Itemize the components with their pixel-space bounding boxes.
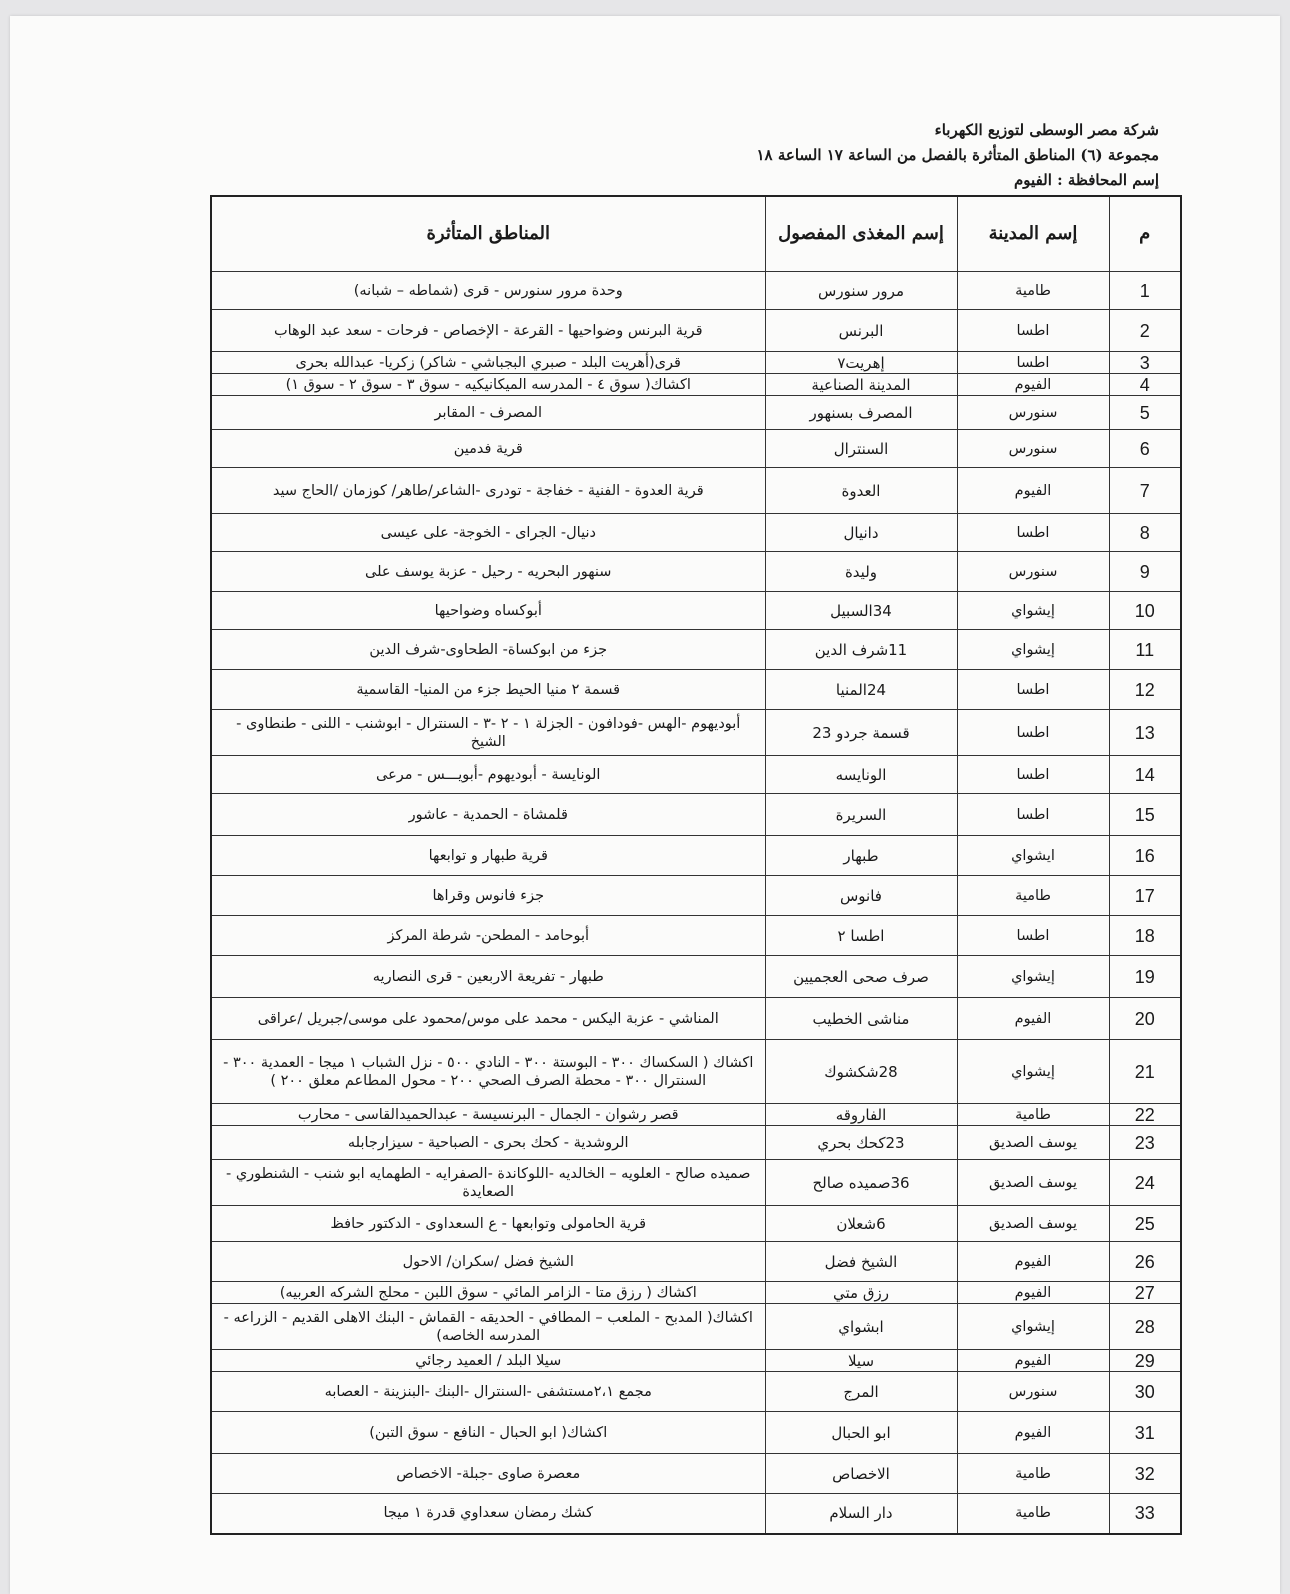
row-city: الفيوم: [957, 998, 1109, 1040]
row-number: 17: [1109, 876, 1181, 916]
row-city: اطسا: [957, 352, 1109, 374]
row-number: 21: [1109, 1040, 1181, 1104]
row-city: طامية: [957, 272, 1109, 310]
table-row: [211, 1104, 1181, 1126]
row-areas: سنهور البحريه - رحيل - عزبة يوسف على: [211, 552, 765, 592]
table-row: [211, 1040, 1181, 1104]
row-number: 7: [1109, 468, 1181, 514]
row-feeder: رزق متي: [765, 1282, 957, 1304]
row-number: 19: [1109, 956, 1181, 998]
row-feeder: صرف صحى العجميين: [765, 956, 957, 998]
row-areas: قسمة ٢ منيا الحيط جزء من المنيا- القاسمية: [211, 670, 765, 710]
table-row: [211, 1304, 1181, 1350]
row-number: 22: [1109, 1104, 1181, 1126]
row-number: 4: [1109, 374, 1181, 396]
row-feeder: إهريت٧: [765, 352, 957, 374]
row-areas: قرية العدوة - الفنية - خفاجة - تودرى -الشاعر/طاهر/ كوزمان /الحاج سيد: [211, 468, 765, 514]
row-areas: الروشدية - كحك بحرى - الصباحية - سيزارجابله: [211, 1126, 765, 1160]
row-feeder: البرنس: [765, 310, 957, 352]
row-number: 2: [1109, 310, 1181, 352]
governorate-label: إسم المحافظة : الفيوم: [1014, 171, 1159, 189]
row-number: 12: [1109, 670, 1181, 710]
row-city: سنورس: [957, 430, 1109, 468]
row-city: الفيوم: [957, 468, 1109, 514]
table-row: [211, 1454, 1181, 1494]
table-row: [211, 592, 1181, 630]
table-body: [211, 272, 1181, 1534]
row-areas: جزء فانوس وقراها: [211, 876, 765, 916]
row-areas: قرية البرنس وضواحيها - القرعة - الإخصاص - فرحات - سعد عبد الوهاب: [211, 310, 765, 352]
row-areas: اكشاك ( رزق متا - الزامر المائي - سوق اللبن - محلج الشركه العربيه): [211, 1282, 765, 1304]
row-city: الفيوم: [957, 1242, 1109, 1282]
row-areas: أبوكساه وضواحيها: [211, 592, 765, 630]
row-feeder: وليدة: [765, 552, 957, 592]
company-name: شركة مصر الوسطى لتوزيع الكهرباء: [934, 121, 1159, 139]
row-city: الفيوم: [957, 374, 1109, 396]
row-number: 25: [1109, 1206, 1181, 1242]
row-areas: اكشاك ( السكساك ٣٠٠ - البوستة ٣٠٠ - النادي ٥٠٠ - نزل الشباب ١ ميجا - العمدية ٣٠٠ - السنترال ٣٠٠ - محطة الصرف الصحي ٢٠٠ - محول المطاعم معلق ٢٠٠ ): [211, 1040, 765, 1104]
row-number: 5: [1109, 396, 1181, 430]
row-number: 23: [1109, 1126, 1181, 1160]
row-areas: سيلا البلد / العميد رجائي: [211, 1350, 765, 1372]
row-number: 31: [1109, 1412, 1181, 1454]
column-header-areas: المناطق المتأثرة: [211, 196, 765, 272]
row-feeder: 36صميده صالح: [765, 1160, 957, 1206]
row-city: طامية: [957, 876, 1109, 916]
row-city: الفيوم: [957, 1350, 1109, 1372]
row-feeder: قسمة جردو 23: [765, 710, 957, 756]
row-city: يوسف الصديق: [957, 1206, 1109, 1242]
row-feeder: المدينة الصناعية: [765, 374, 957, 396]
row-number: 32: [1109, 1454, 1181, 1494]
row-feeder: العدوة: [765, 468, 957, 514]
row-city: الفيوم: [957, 1412, 1109, 1454]
row-areas: دنيال- الجراى - الخوجة- على عيسى: [211, 514, 765, 552]
row-areas: اكشاك( ابو الحبال - النافع - سوق التبن): [211, 1412, 765, 1454]
row-city: سنورس: [957, 396, 1109, 430]
row-city: الفيوم: [957, 1282, 1109, 1304]
table-row: [211, 514, 1181, 552]
table-row: [211, 272, 1181, 310]
row-areas: طبهار - تفريعة الاربعين - قرى النصاريه: [211, 956, 765, 998]
table-row: [211, 630, 1181, 670]
row-areas: الونايسة - أبوديهوم -أبويـــس - مرعى: [211, 756, 765, 794]
row-number: 1: [1109, 272, 1181, 310]
group-title: مجموعة (٦) المناطق المتأثرة بالفصل من الساعة ١٧ الساعة ١٨: [756, 146, 1159, 164]
row-city: اطسا: [957, 514, 1109, 552]
row-feeder: دار السلام: [765, 1494, 957, 1534]
table-row: [211, 1242, 1181, 1282]
row-feeder: 24المنيا: [765, 670, 957, 710]
table-row: [211, 1282, 1181, 1304]
row-city: اطسا: [957, 794, 1109, 836]
table-row: [211, 956, 1181, 998]
row-feeder: المصرف بسنهور: [765, 396, 957, 430]
row-feeder: ابشواي: [765, 1304, 957, 1350]
table-row: [211, 374, 1181, 396]
row-number: 10: [1109, 592, 1181, 630]
table-row: [211, 1160, 1181, 1206]
row-areas: قصر رشوان - الجمال - البرنسيسة - عبدالحميدالقاسى - محارب: [211, 1104, 765, 1126]
table-row: [211, 836, 1181, 876]
row-feeder: 23كحك بحري: [765, 1126, 957, 1160]
row-feeder: المرج: [765, 1372, 957, 1412]
table-row: [211, 468, 1181, 514]
table-row: [211, 310, 1181, 352]
document-heading: [756, 118, 1159, 193]
column-header-number: م: [1109, 196, 1181, 272]
table-row: [211, 1412, 1181, 1454]
table-row: [211, 430, 1181, 468]
row-areas: معصرة صاوى -جبلة- الاخصاص: [211, 1454, 765, 1494]
table-header-row: [211, 196, 1181, 272]
row-feeder: سيلا: [765, 1350, 957, 1372]
row-areas: أبوحامد - المطحن- شرطة المركز: [211, 916, 765, 956]
table-row: [211, 1350, 1181, 1372]
row-number: 11: [1109, 630, 1181, 670]
row-feeder: 34السبيل: [765, 592, 957, 630]
row-feeder: ابو الحبال: [765, 1412, 957, 1454]
table-row: [211, 756, 1181, 794]
row-areas: الشيخ فضل /سكران/ الاحول: [211, 1242, 765, 1282]
row-city: طامية: [957, 1104, 1109, 1126]
row-city: سنورس: [957, 552, 1109, 592]
row-city: إيشواي: [957, 956, 1109, 998]
row-number: 13: [1109, 710, 1181, 756]
table-row: [211, 552, 1181, 592]
row-areas: قرى(أهريت البلد - صبري البجباشي - شاكر) زكريا- عبدالله بحرى: [211, 352, 765, 374]
table-row: [211, 396, 1181, 430]
row-areas: قرية طبهار و توابعها: [211, 836, 765, 876]
row-areas: صميده صالح - العلويه – الخالديه -اللوكاندة -الصفرايه - الطهمايه ابو شنب - الشنطوري - الصعايدة: [211, 1160, 765, 1206]
row-number: 15: [1109, 794, 1181, 836]
row-areas: مجمع ٢،١مستشفى -السنترال -البنك -البنزينة - العصابه: [211, 1372, 765, 1412]
row-feeder: مرور سنورس: [765, 272, 957, 310]
row-city: طامية: [957, 1454, 1109, 1494]
row-feeder: الشيخ فضل: [765, 1242, 957, 1282]
row-city: يوسف الصديق: [957, 1126, 1109, 1160]
row-number: 6: [1109, 430, 1181, 468]
row-feeder: السنترال: [765, 430, 957, 468]
table-row: [211, 710, 1181, 756]
table-row: [211, 916, 1181, 956]
row-city: إيشواي: [957, 1040, 1109, 1104]
row-city: إيشواي: [957, 630, 1109, 670]
row-feeder: الفاروقه: [765, 1104, 957, 1126]
row-feeder: اطسا ٢: [765, 916, 957, 956]
row-areas: المناشي - عزبة اليكس - محمد على موس/محمود على موسى/جبريل /عراقى: [211, 998, 765, 1040]
row-number: 9: [1109, 552, 1181, 592]
row-feeder: دانيال: [765, 514, 957, 552]
row-feeder: 11شرف الدين: [765, 630, 957, 670]
row-number: 16: [1109, 836, 1181, 876]
row-feeder: مناشى الخطيب: [765, 998, 957, 1040]
row-areas: قرية فدمين: [211, 430, 765, 468]
row-city: اطسا: [957, 310, 1109, 352]
row-feeder: 28شكشوك: [765, 1040, 957, 1104]
row-number: 29: [1109, 1350, 1181, 1372]
row-city: إيشواي: [957, 1304, 1109, 1350]
row-number: 27: [1109, 1282, 1181, 1304]
row-areas: قلمشاة - الحمدية - عاشور: [211, 794, 765, 836]
affected-areas-table: [210, 195, 1182, 1535]
table-row: [211, 1126, 1181, 1160]
row-city: إيشواي: [957, 592, 1109, 630]
row-city: اطسا: [957, 916, 1109, 956]
row-areas: جزء من ابوكساة- الطحاوى-شرف الدين: [211, 630, 765, 670]
row-number: 3: [1109, 352, 1181, 374]
column-header-city: إسم المدينة: [957, 196, 1109, 272]
row-number: 33: [1109, 1494, 1181, 1534]
row-number: 30: [1109, 1372, 1181, 1412]
row-number: 26: [1109, 1242, 1181, 1282]
row-city: سنورس: [957, 1372, 1109, 1412]
table-row: [211, 670, 1181, 710]
row-areas: المصرف - المقابر: [211, 396, 765, 430]
row-city: اطسا: [957, 756, 1109, 794]
row-number: 18: [1109, 916, 1181, 956]
row-number: 28: [1109, 1304, 1181, 1350]
row-areas: اكشاك( المدبح - الملعب – المطافي - الحديقه - القماش - البنك الاهلى القديم - الزراعه - المدرسه الخاصه): [211, 1304, 765, 1350]
row-city: اطسا: [957, 710, 1109, 756]
row-city: ايشواي: [957, 836, 1109, 876]
row-areas: كشك رمضان سعداوي قدرة ١ ميجا: [211, 1494, 765, 1534]
row-areas: أبوديهوم -الهس -فودافون - الجزلة ١ - ٢ -٣ - السنترال - ابوشنب - اللنى - طنطاوى - الشيخ: [211, 710, 765, 756]
column-header-feeder: إسم المغذى المفصول: [765, 196, 957, 272]
table-row: [211, 998, 1181, 1040]
table-row: [211, 1494, 1181, 1534]
table-row: [211, 794, 1181, 836]
table-row: [211, 1206, 1181, 1242]
row-number: 24: [1109, 1160, 1181, 1206]
row-number: 14: [1109, 756, 1181, 794]
row-feeder: طبهار: [765, 836, 957, 876]
row-number: 20: [1109, 998, 1181, 1040]
row-city: يوسف الصديق: [957, 1160, 1109, 1206]
row-areas: اكشاك( سوق ٤ - المدرسه الميكانيكيه - سوق ٣ - سوق ٢ - سوق ١): [211, 374, 765, 396]
row-city: اطسا: [957, 670, 1109, 710]
row-feeder: الاخصاص: [765, 1454, 957, 1494]
row-areas: قرية الحامولى وتوابعها - ع السعداوى - الدكتور حافظ: [211, 1206, 765, 1242]
row-feeder: السريرة: [765, 794, 957, 836]
table-row: [211, 876, 1181, 916]
row-number: 8: [1109, 514, 1181, 552]
row-areas: وحدة مرور سنورس - قرى (شماطه – شبانه): [211, 272, 765, 310]
table-row: [211, 1372, 1181, 1412]
row-city: طامية: [957, 1494, 1109, 1534]
row-feeder: 6شعلان: [765, 1206, 957, 1242]
row-feeder: الونايسه: [765, 756, 957, 794]
row-feeder: فانوس: [765, 876, 957, 916]
table-row: [211, 352, 1181, 374]
